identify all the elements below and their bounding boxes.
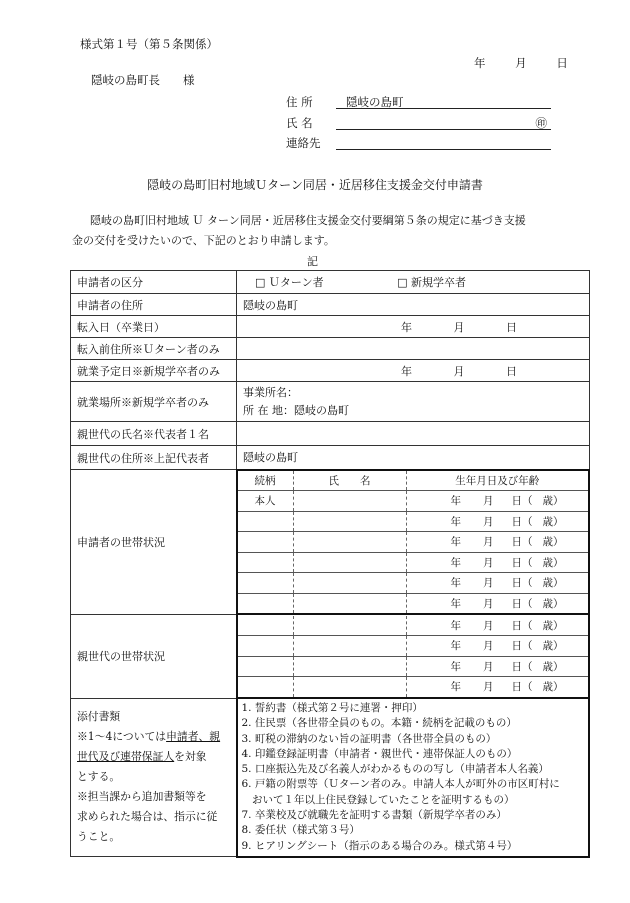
attachment-item-7: 7. 卒業校及び就職先を証明する書類（新規学卒者のみ）	[241, 809, 507, 822]
intro-line-2: 金の交付を受けたいので、下記のとおり申請します。	[72, 234, 335, 247]
checkbox-uturn[interactable]: □ Ｕターン者	[255, 276, 324, 289]
parent-address-label: 親世代の住所※上記代表者	[71, 446, 237, 470]
movein-label: 転入日（卒業日）	[71, 316, 237, 338]
household-row	[238, 573, 589, 594]
workplace-location: 所 在 地：隠岐の島町	[243, 403, 349, 417]
row-job-start	[71, 360, 590, 382]
attachments-list	[237, 698, 590, 857]
row-parent-address	[71, 446, 590, 470]
relation-cell[interactable]	[238, 616, 294, 636]
application-table	[70, 270, 590, 858]
attachments-label-cell	[71, 698, 237, 857]
category-cell	[237, 271, 590, 294]
row-parent-name	[71, 422, 590, 446]
birth-cell[interactable]: 年 月 日（ 歳）	[450, 681, 564, 694]
parent-household-row	[238, 636, 589, 657]
applicant-address-field[interactable]	[336, 94, 551, 109]
row-workplace	[71, 382, 590, 422]
prev-address-field[interactable]	[237, 338, 590, 360]
attachments-note-6: うこと。	[77, 829, 121, 843]
birth-cell[interactable]: 年 月 日（ 歳）	[406, 532, 588, 553]
name-cell[interactable]	[293, 636, 406, 657]
attachment-item-2: 2. 住民票（各世帯全員のもの。本籍・続柄を記載のもの）	[241, 717, 517, 730]
relation-cell[interactable]	[238, 593, 294, 613]
birth-cell[interactable]: 年 月 日（ 歳）	[406, 656, 588, 677]
attachment-item-1: 1. 誓約書（様式第２号に連署・押印）	[241, 702, 423, 714]
attachment-item-9: 9. ヒアリングシート（指示のある場合のみ。様式第４号）	[241, 839, 518, 852]
form-number: 様式第１号（第５条関係）	[80, 37, 218, 51]
parent-name-label: 親世代の氏名※代表者１名	[71, 422, 237, 446]
addressee: 隠岐の島町長 様	[91, 73, 195, 87]
attachments-note-3: とする。	[77, 769, 121, 783]
name-cell[interactable]	[293, 491, 406, 512]
name-cell[interactable]	[293, 656, 406, 677]
parent-household-grid	[237, 614, 590, 698]
category-label: 申請者の区分	[71, 271, 237, 294]
name-cell[interactable]	[293, 593, 406, 613]
relation-cell[interactable]	[238, 511, 294, 532]
attachment-item-8: 8. 委任状（様式第３号）	[241, 824, 360, 837]
parent-household-table	[238, 616, 589, 697]
birth-cell[interactable]: 年 月 日（ 歳）	[406, 636, 588, 657]
relation-cell[interactable]: 本人	[238, 491, 294, 512]
col-name: 氏 名	[293, 471, 406, 491]
job-start-label: 就業予定日※新規学卒者のみ	[71, 360, 237, 382]
household-header-row	[238, 471, 589, 491]
row-movein	[71, 316, 590, 338]
relation-cell[interactable]	[238, 552, 294, 573]
workplace-field[interactable]	[237, 382, 590, 422]
household-row	[238, 532, 589, 553]
date-year: 年	[474, 56, 486, 70]
birth-cell[interactable]: 年 月 日（ 歳）	[406, 511, 588, 532]
name-cell[interactable]	[293, 552, 406, 573]
col-birth: 生年月日及び年齢	[406, 471, 588, 491]
applicant-name-field[interactable]	[336, 115, 551, 130]
ki-heading: 記	[307, 255, 318, 268]
job-start-field[interactable]	[237, 360, 590, 382]
household-grid	[237, 470, 590, 615]
job-start-year: 年	[401, 364, 412, 378]
parent-name-field[interactable]	[237, 422, 590, 446]
checkbox-new-graduate[interactable]: □ 新規学卒者	[397, 276, 467, 289]
attachment-item-6-cont: おいて１年以上住民登録していたことを証明するもの）	[241, 793, 515, 806]
birth-cell[interactable]: 年 月 日（ 歳）	[406, 491, 588, 512]
job-start-day: 日	[506, 364, 517, 378]
parent-household-label: 親世代の世帯状況	[71, 614, 237, 698]
attachments-note-4: ※担当課から追加書類等を	[77, 789, 207, 803]
row-parent-household	[71, 614, 590, 698]
birth-cell[interactable]: 年 月 日（ 歳）	[406, 573, 588, 594]
date-line	[474, 55, 568, 71]
address-label: 申請者の住所	[71, 294, 237, 316]
date-day: 日	[556, 56, 568, 70]
attachment-item-6: 6. 戸籍の附票等（Ｕターン者のみ。申請人本人が町外の市区町村に	[241, 778, 560, 791]
movein-field[interactable]	[237, 316, 590, 338]
workplace-label: 就業場所※新規学卒者のみ	[71, 382, 237, 422]
applicant-contact-field[interactable]	[336, 135, 551, 150]
household-label: 申請者の世帯状況	[71, 470, 237, 615]
attachment-item-3: 3. 町税の滞納のない旨の証明書（各世帯全員のもの）	[241, 732, 497, 745]
movein-month: 月	[453, 320, 465, 334]
relation-cell[interactable]	[238, 677, 294, 697]
applicant-address-value: 隠岐の島町	[346, 95, 404, 109]
relation-cell[interactable]	[238, 636, 294, 657]
relation-cell[interactable]	[238, 656, 294, 677]
movein-year: 年	[401, 320, 412, 334]
seal-mark: ㊞	[535, 116, 547, 130]
document-title: 隠岐の島町旧村地域Ｕターン同居・近居移住支援金交付申請書	[147, 178, 483, 192]
household-row	[238, 491, 589, 512]
prev-address-label: 転入前住所※Ｕターン者のみ	[71, 338, 237, 360]
date-month: 月	[515, 56, 527, 70]
applicant-name-label: 氏 名	[286, 116, 313, 130]
attachments-note-5: 求められた場合は、指示に従	[77, 809, 218, 823]
household-row	[238, 552, 589, 573]
applicant-contact-label: 連絡先	[286, 136, 321, 150]
parent-household-row	[238, 677, 589, 697]
attachment-item-5: 5. 口座振込先及び名義人がわかるものの写し（申請者本人名義）	[241, 763, 549, 776]
name-cell[interactable]	[293, 511, 406, 532]
row-attachments	[71, 698, 590, 857]
parent-household-row	[238, 616, 589, 636]
attachments-note-1: ※1～4については申請者、親	[77, 729, 221, 743]
row-household	[71, 470, 590, 615]
movein-day: 日	[506, 320, 517, 334]
relation-cell[interactable]	[238, 573, 294, 594]
col-relation: 続柄	[238, 471, 294, 491]
name-cell[interactable]	[293, 532, 406, 553]
name-cell[interactable]	[293, 616, 406, 636]
intro-line-1: 隠岐の島町旧村地域 Ｕ ターン同居・近居移住支援金交付要綱第５条の規定に基づき支援	[90, 214, 526, 227]
birth-cell[interactable]: 年 月 日（ 歳）	[406, 616, 588, 636]
workplace-name: 事業所名：	[243, 385, 298, 399]
parent-household-row	[238, 656, 589, 677]
attachments-label: 添付書類	[77, 709, 121, 723]
row-address	[71, 294, 590, 316]
household-row	[238, 511, 589, 532]
job-start-month: 月	[453, 364, 465, 378]
household-table	[238, 471, 589, 614]
household-row	[238, 593, 589, 613]
birth-cell[interactable]: 年 月 日（ 歳）	[406, 552, 588, 573]
row-category	[71, 271, 590, 294]
relation-cell[interactable]	[238, 532, 294, 553]
attachment-item-4: 4. 印鑑登録証明書（申請者・親世代・連帯保証人のもの）	[241, 747, 518, 760]
attachments-note-2: 世代及び連帯保証人を対象	[77, 749, 207, 763]
applicant-address-label: 住 所	[286, 95, 313, 109]
row-prev-address	[71, 338, 590, 360]
name-cell[interactable]	[293, 677, 406, 697]
birth-cell[interactable]: 年 月 日（ 歳）	[450, 597, 564, 610]
name-cell[interactable]	[293, 573, 406, 594]
parent-address-field[interactable]: 隠岐の島町	[237, 446, 590, 470]
address-field[interactable]: 隠岐の島町	[237, 294, 590, 316]
